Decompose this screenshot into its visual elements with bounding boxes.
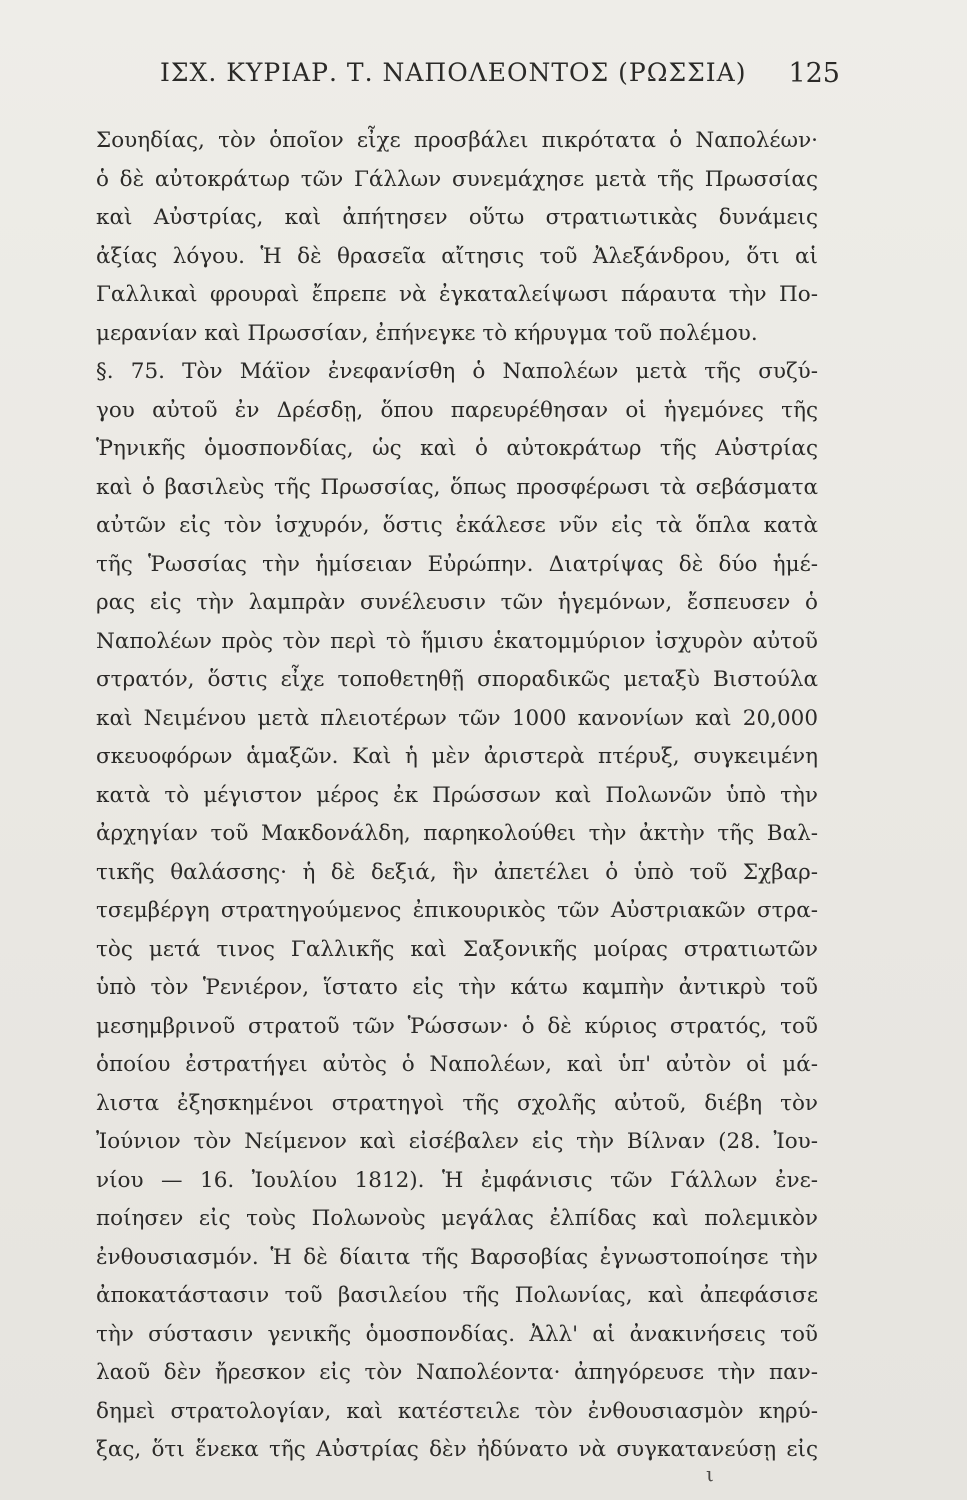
text-line: ὑπὸ τὸν Ῥενιέρον, ἵστατο εἰς τὴν κάτω καμπὴν ἀντικρὺ τοῦ — [96, 975, 818, 1000]
text-line: ὁποίου ἐστρατήγει αὐτὸς ὁ Ναπολέων, καὶ ὑπ' αὐτὸν οἱ μά- — [96, 1052, 818, 1077]
text-line: μερανίαν καὶ Πρωσσίαν, ἐπήνεγκε τὸ κήρυγμα τοῦ πολέμου. — [96, 320, 758, 346]
text-line: Γαλλικαὶ φρουραὶ ἔπρεπε νὰ ἐγκαταλείψωσι πάραυτα τὴν Πο- — [96, 282, 818, 307]
text-line: κατὰ τὸ μέγιστον μέρος ἐκ Πρώσσων καὶ Πολωνῶν ὑπὸ τὴν — [96, 782, 818, 808]
text-line: §. 75. Τὸν Μάϊον ἐνεφανίσθη ὁ Ναπολέων μετὰ τῆς συζύ- — [96, 359, 818, 384]
text-line: ἀρχηγίαν τοῦ Μακδονάλδη, παρηκολούθει τὴν ἀκτὴν τῆς Βαλ- — [96, 821, 818, 846]
text-line: καὶ ὁ βασιλεὺς τῆς Πρωσσίας, ὅπως προσφέρωσι τὰ σεβάσματα — [96, 474, 818, 500]
text-line: ποίησεν εἰς τοὺς Πολωνοὺς μεγάλας ἐλπίδας καὶ πολεμικὸν — [96, 1206, 818, 1231]
running-head: ΙΣΧ. ΚΥΡΙΑΡ. Τ. ΝΑΠΟΛΕΟΝΤΟΣ (ΡΩΣΣΙΑ) — [160, 58, 747, 87]
text-line: στρατόν, ὅστις εἶχε τοποθετηθῇ σποραδικῶς μεταξὺ Βιστούλα — [96, 667, 818, 692]
text-line: Ναπολέων πρὸς τὸν περὶ τὸ ἥμισυ ἑκατομμύριον ἰσχυρὸν αὐτοῦ — [96, 628, 818, 654]
text-line: ἀποκατάστασιν τοῦ βασιλείου τῆς Πολωνίας, καὶ ἀπεφάσισε — [96, 1283, 818, 1308]
text-line: λιστα ἐξησκημένοι στρατηγοὶ τῆς σχολῆς αὐτοῦ, διέβη τὸν — [96, 1090, 818, 1116]
text-line: σκευοφόρων ἁμαξῶν. Καὶ ἡ μὲν ἀριστερὰ πτέρυξ, συγκειμένη — [96, 744, 818, 769]
text-line: Ῥηνικῆς ὁμοσπονδίας, ὡς καὶ ὁ αὐτοκράτωρ τῆς Αὐστρίας — [96, 436, 818, 461]
page-number: 125 — [788, 58, 840, 89]
bottom-mark: ι — [706, 1462, 714, 1486]
text-line: μεσημβρινοῦ στρατοῦ τῶν Ῥώσσων· ὁ δὲ κύριος στρατός, τοῦ — [96, 1013, 818, 1039]
text-line: Ἰούνιον τὸν Νείμενον καὶ εἰσέβαλεν εἰς τὴν Βίλναν (28. Ἰου- — [96, 1129, 818, 1154]
text-line: τὸς μετά τινος Γαλλικῆς καὶ Σαξονικῆς μοίρας στρατιωτῶν — [96, 936, 818, 962]
text-line: ξας, ὅτι ἕνεκα τῆς Αὐστρίας δὲν ἠδύνατο νὰ συγκατανεύσῃ εἰς — [96, 1437, 818, 1462]
page-header — [160, 58, 840, 98]
body-text — [96, 122, 818, 1470]
text-line: καὶ Αὐστρίας, καὶ ἀπήτησεν οὕτω στρατιωτικὰς δυνάμεις — [96, 205, 818, 230]
text-line: ἀξίας λόγου. Ἡ δὲ θρασεῖα αἴτησις τοῦ Ἀλεξάνδρου, ὅτι αἱ — [96, 243, 818, 269]
text-line: λαοῦ δὲν ἤρεσκον εἰς τὸν Ναπολέοντα· ἀπηγόρευσε τὴν παν- — [96, 1360, 818, 1385]
text-line: ὁ δὲ αὐτοκράτωρ τῶν Γάλλων συνεμάχησε μετὰ τῆς Πρωσσίας — [96, 166, 818, 192]
text-line: τῆς Ῥωσσίας τὴν ἡμίσειαν Εὐρώπην. Διατρίψας δὲ δύο ἡμέ- — [96, 551, 818, 577]
text-line: ρας εἰς τὴν λαμπρὰν συνέλευσιν τῶν ἡγεμόνων, ἔσπευσεν ὁ — [96, 590, 818, 615]
text-line: τσεμβέργη στρατηγούμενος ἐπικουρικὸς τῶν Αὐστριακῶν στρα- — [96, 898, 818, 923]
text-line: δημεὶ στρατολογίαν, καὶ κατέστειλε τὸν ἐνθουσιασμὸν κηρύ- — [96, 1398, 818, 1424]
text-line: τικῆς θαλάσσης· ἡ δὲ δεξιά, ἣν ἀπετέλει ὁ ὑπὸ τοῦ Σχβαρ- — [96, 859, 818, 885]
text-line: Σουηδίας, τὸν ὁποῖον εἶχε προσβάλει πικρότατα ὁ Ναπολέων· — [96, 128, 818, 153]
text-line: αὐτῶν εἰς τὸν ἰσχυρόν, ὅστις ἐκάλεσε νῦν εἰς τὰ ὅπλα κατὰ — [96, 513, 818, 538]
text-line: ἐνθουσιασμόν. Ἡ δὲ δίαιτα τῆς Βαρσοβίας ἐγνωστοποίησε τὴν — [96, 1244, 818, 1270]
text-line: τὴν σύστασιν γενικῆς ὁμοσπονδίας. Ἀλλ' αἱ ἀνακινήσεις τοῦ — [96, 1321, 818, 1347]
text-line: γου αὐτοῦ ἐν Δρέσδῃ, ὅπου παρευρέθησαν οἱ ἡγεμόνες τῆς — [96, 397, 818, 423]
text-line: νίου — 16. Ἰουλίου 1812). Ἡ ἐμφάνισις τῶν Γάλλων ἐνε- — [96, 1167, 818, 1193]
text-line: καὶ Νειμένου μετὰ πλειοτέρων τῶν 1000 κανονίων καὶ 20,000 — [96, 705, 818, 731]
